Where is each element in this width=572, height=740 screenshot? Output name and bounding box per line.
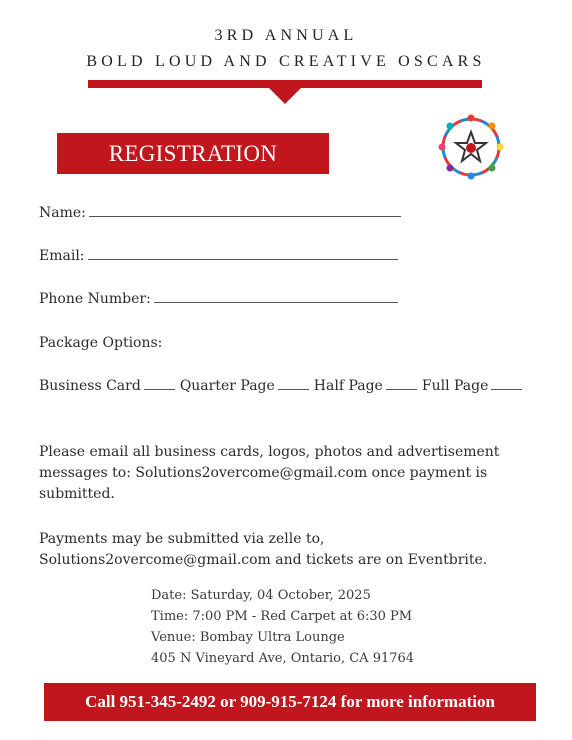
package-business-card-blank[interactable] <box>144 378 175 390</box>
email-label: Email: <box>39 248 85 264</box>
phone-blank-line[interactable] <box>154 291 398 303</box>
name-field[interactable] <box>39 205 401 221</box>
email-blank-line[interactable] <box>88 248 398 260</box>
name-label: Name: <box>39 205 86 221</box>
registration-banner: REGISTRATION <box>57 133 329 174</box>
email-field[interactable] <box>39 248 398 264</box>
name-blank-line[interactable] <box>89 205 401 217</box>
event-time: Time: 7:00 PM - Red Carpet at 6:30 PM <box>151 609 413 624</box>
package-half-page-blank[interactable] <box>386 378 417 390</box>
package-quarter-page: Quarter Page <box>179 378 275 394</box>
event-date: Date: Saturday, 04 October, 2025 <box>151 588 371 603</box>
event-edition-title: 3RD ANNUAL <box>214 27 358 44</box>
payment-instructions: Payments may be submitted via zelle to, Solutions2overcome@gmail.com and tickets are on Eventbrite. <box>39 531 488 568</box>
event-venue: Venue: Bombay Ultra Lounge <box>151 630 345 645</box>
phone-field[interactable] <box>39 291 398 307</box>
email-instructions: Please email all business cards, logos, photos and advertisement messages to: Solutions2overcome@gmail.com once payment is submitted. <box>39 444 500 502</box>
package-full-page-blank[interactable] <box>491 378 522 390</box>
package-full-page: Full Page <box>421 378 489 394</box>
contact-footer-banner: Call 951-345-2492 or 909-915-7124 for more information <box>44 683 536 721</box>
package-business-card: Business Card <box>39 378 141 394</box>
star-circle-logo-icon <box>436 112 506 182</box>
phone-label: Phone Number: <box>39 291 151 307</box>
package-options-row <box>39 378 522 394</box>
event-name-title: BOLD LOUD AND CREATIVE OSCARS <box>86 53 486 70</box>
package-options-label: Package Options: <box>39 335 163 351</box>
package-quarter-page-blank[interactable] <box>278 378 309 390</box>
header-divider-arrow <box>268 87 302 104</box>
event-address: 405 N Vineyard Ave, Ontario, CA 91764 <box>151 651 415 666</box>
package-half-page: Half Page <box>313 378 383 394</box>
